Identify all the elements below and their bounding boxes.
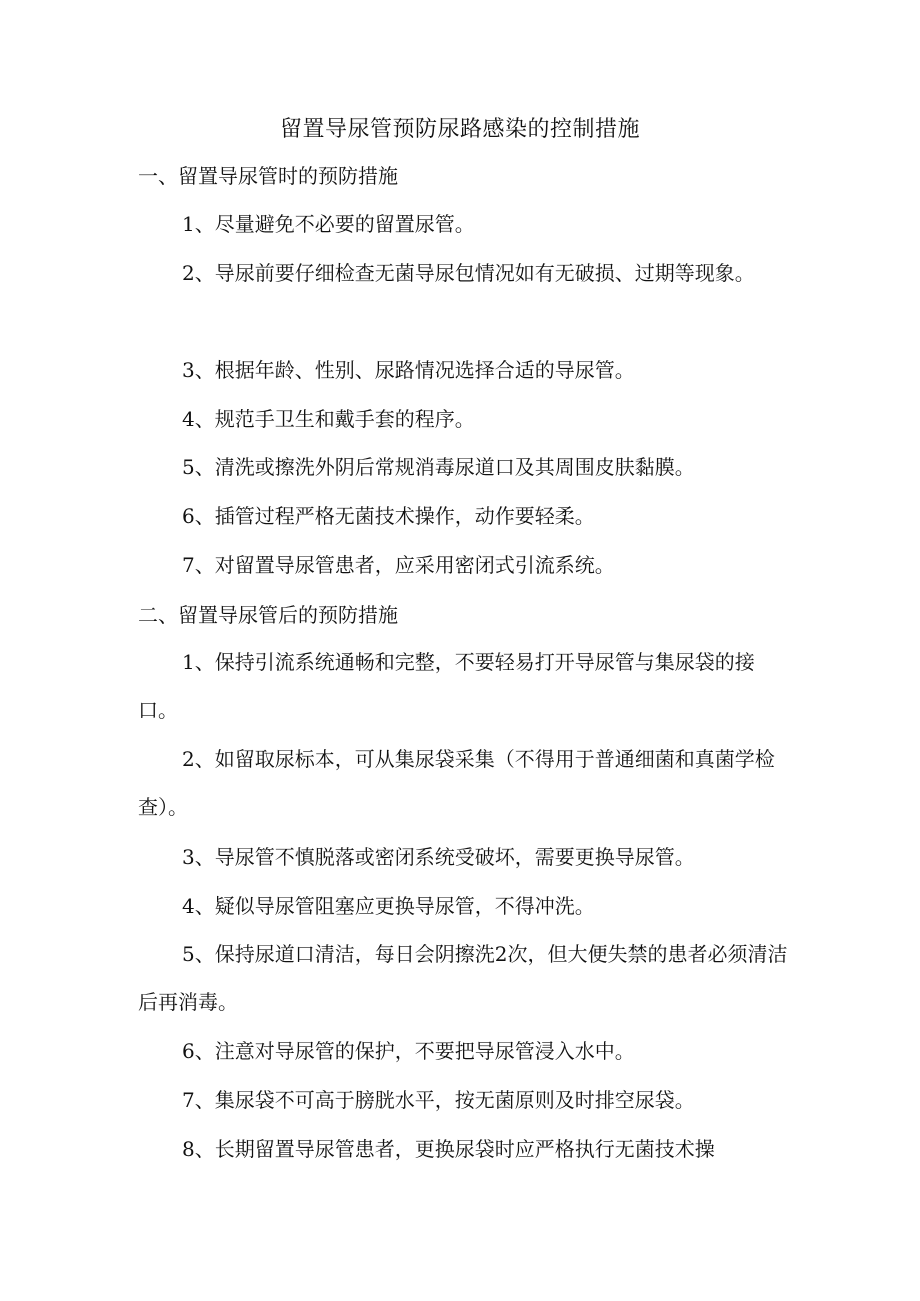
section-2-item-6: 6、注意对导尿管的保护，不要把导尿管浸入水中。 [182, 1039, 635, 1063]
section-1-item-3: 3、根据年龄、性别、尿路情况选择合适的导尿管。 [182, 358, 635, 382]
section-1-item-2: 2、导尿前要仔细检查无菌导尿包情况如有无破损、过期等现象。 [182, 261, 755, 285]
section-1-item-4: 4、规范手卫生和戴手套的程序。 [182, 407, 475, 431]
section-1-item-5: 5、清洗或擦洗外阴后常规消毒尿道口及其周围皮肤黏膜。 [182, 455, 695, 479]
section-1-item-6: 6、插管过程严格无菌技术操作，动作要轻柔。 [182, 504, 595, 528]
section-1-item-1: 1、尽量避免不必要的留置尿管。 [182, 212, 475, 236]
section-2-heading: 二、留置导尿管后的预防措施 [138, 603, 398, 627]
section-2-item-5: 5、保持尿道口清洁，每日会阴擦洗2次，但大便失禁的患者必须清洁后再消毒。 [138, 942, 788, 1014]
section-2-item-8: 8、长期留置导尿管患者，更换尿袋时应严格执行无菌技术操 [182, 1137, 715, 1161]
section-2-item-3: 3、导尿管不慎脱落或密闭系统受破坏，需要更换导尿管。 [182, 845, 695, 869]
section-2-item-2: 2、如留取尿标本，可从集尿袋采集（不得用于普通细菌和真菌学检查）。 [138, 747, 775, 819]
section-1-heading: 一、留置导尿管时的预防措施 [138, 164, 398, 188]
document-title: 留置导尿管预防尿路感染的控制措施 [279, 117, 640, 142]
section-2-item-1: 1、保持引流系统通畅和完整，不要轻易打开导尿管与集尿袋的接口。 [138, 650, 755, 722]
section-1-item-7: 7、对留置导尿管患者，应采用密闭式引流系统。 [182, 553, 615, 577]
section-2-item-7: 7、集尿袋不可高于膀胱水平，按无菌原则及时排空尿袋。 [182, 1088, 695, 1112]
section-2-item-4: 4、疑似导尿管阻塞应更换导尿管，不得冲洗。 [182, 894, 595, 918]
